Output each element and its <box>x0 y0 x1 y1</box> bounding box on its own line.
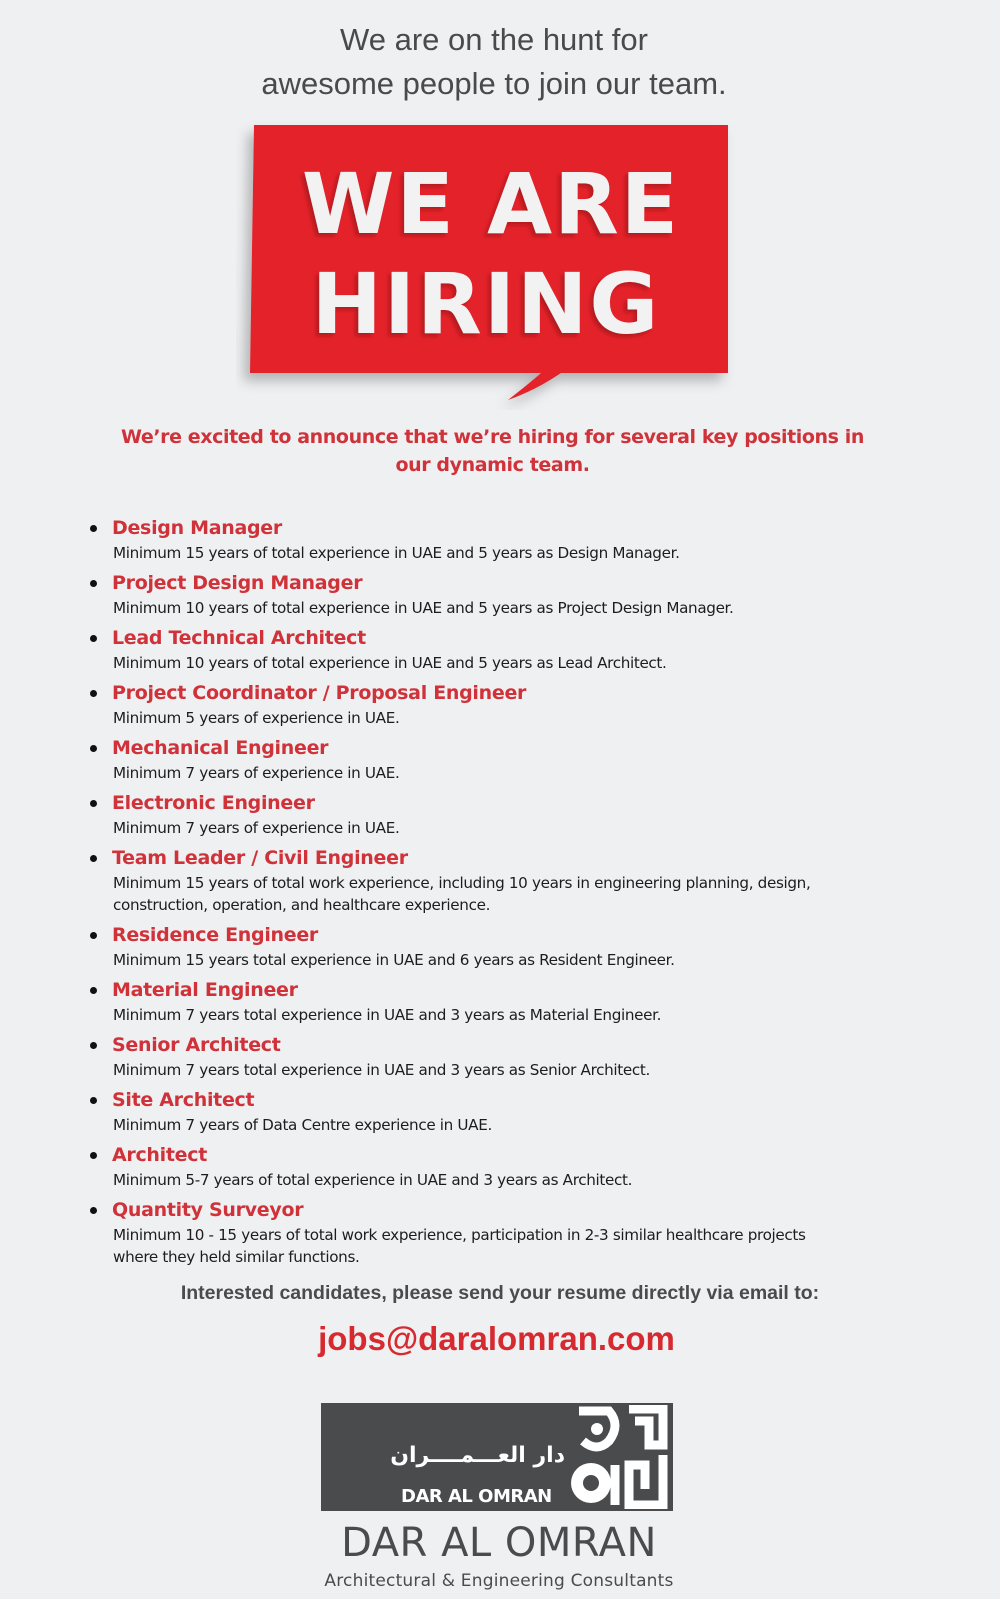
position-requirement: Minimum 5 years of experience in UAE. <box>113 709 400 727</box>
position-item <box>88 845 888 916</box>
bullet-icon <box>90 1042 97 1049</box>
bullet-icon <box>90 855 97 862</box>
email-link[interactable]: jobs@daralomran.com <box>318 1320 675 1357</box>
position-requirement: Minimum 10 - 15 years of total work experience, participation in 2-3 similar healthcare projects where they held similar functions. <box>113 1226 806 1266</box>
position-title: Architect <box>112 1144 207 1166</box>
position-title: Electronic Engineer <box>112 792 315 814</box>
we-are-hiring-banner <box>236 120 746 410</box>
position-title: Mechanical Engineer <box>112 737 329 759</box>
positions-list <box>88 515 888 1274</box>
position-title: Project Coordinator / Proposal Engineer <box>112 682 527 704</box>
position-requirement: Minimum 7 years of experience in UAE. <box>113 764 400 782</box>
speech-bubble-icon <box>236 120 746 410</box>
contact-instructions: Interested candidates, please send your resume directly via email to: <box>180 1282 820 1304</box>
position-item <box>88 515 888 564</box>
position-item <box>88 1142 888 1191</box>
calligraphy-mark-icon <box>569 1405 669 1509</box>
logo-english-text: DAR AL OMRAN <box>401 1486 552 1507</box>
position-item <box>88 625 888 674</box>
position-requirement: Minimum 5-7 years of total experience in UAE and 3 years as Architect. <box>113 1171 633 1189</box>
position-item <box>88 1032 888 1081</box>
position-requirement: Minimum 7 years of Data Centre experience in UAE. <box>113 1116 492 1134</box>
position-item <box>88 977 888 1026</box>
bullet-icon <box>90 635 97 642</box>
position-item <box>88 790 888 839</box>
bullet-icon <box>90 1097 97 1104</box>
bullet-icon <box>90 932 97 939</box>
bullet-icon <box>90 580 97 587</box>
position-requirement: Minimum 7 years of experience in UAE. <box>113 819 400 837</box>
position-requirement: Minimum 15 years of total work experience, including 10 years in engineering planning, design, construction, operation, and healthcare experience. <box>113 874 811 914</box>
position-requirement: Minimum 7 years total experience in UAE and 3 years as Material Engineer. <box>113 1006 662 1024</box>
position-item <box>88 1087 888 1136</box>
position-title: Material Engineer <box>112 979 298 1001</box>
position-title: Residence Engineer <box>112 924 319 946</box>
headline-line-1: We are on the hunt for <box>340 22 648 57</box>
company-logo <box>321 1403 673 1511</box>
position-title: Team Leader / Civil Engineer <box>112 847 408 869</box>
company-tagline: Architectural & Engineering Consultants <box>324 1571 674 1591</box>
position-item <box>88 922 888 971</box>
headline <box>0 18 988 106</box>
bullet-icon <box>90 800 97 807</box>
position-item <box>88 680 888 729</box>
position-item <box>88 1197 888 1268</box>
headline-line-2: awesome people to join our team. <box>261 66 727 101</box>
logo-arabic-text: دار العـــمــــران <box>390 1443 565 1468</box>
position-title: Design Manager <box>112 517 282 539</box>
bullet-icon <box>90 525 97 532</box>
company-name: DAR AL OMRAN <box>341 1520 657 1566</box>
position-title: Senior Architect <box>112 1034 281 1056</box>
position-title: Quantity Surveyor <box>112 1199 304 1221</box>
position-requirement: Minimum 15 years of total experience in UAE and 5 years as Design Manager. <box>113 544 680 562</box>
position-item <box>88 735 888 784</box>
position-requirement: Minimum 7 years total experience in UAE and 3 years as Senior Architect. <box>113 1061 650 1079</box>
position-title: Lead Technical Architect <box>112 627 366 649</box>
intro-text: We’re excited to announce that we’re hiring for several key positions in our dynamic team. <box>120 426 865 476</box>
position-requirement: Minimum 10 years of total experience in UAE and 5 years as Project Design Manager. <box>113 599 734 617</box>
position-item <box>88 570 888 619</box>
position-requirement: Minimum 10 years of total experience in UAE and 5 years as Lead Architect. <box>113 654 667 672</box>
bullet-icon <box>90 1152 97 1159</box>
bullet-icon <box>90 1207 97 1214</box>
position-requirement: Minimum 15 years total experience in UAE and 6 years as Resident Engineer. <box>113 951 675 969</box>
position-title: Project Design Manager <box>112 572 363 594</box>
position-title: Site Architect <box>112 1089 255 1111</box>
svg-text:HIRING: HIRING <box>311 255 661 353</box>
bullet-icon <box>90 690 97 697</box>
bullet-icon <box>90 987 97 994</box>
bullet-icon <box>90 745 97 752</box>
svg-text:WE ARE: WE ARE <box>301 155 681 253</box>
